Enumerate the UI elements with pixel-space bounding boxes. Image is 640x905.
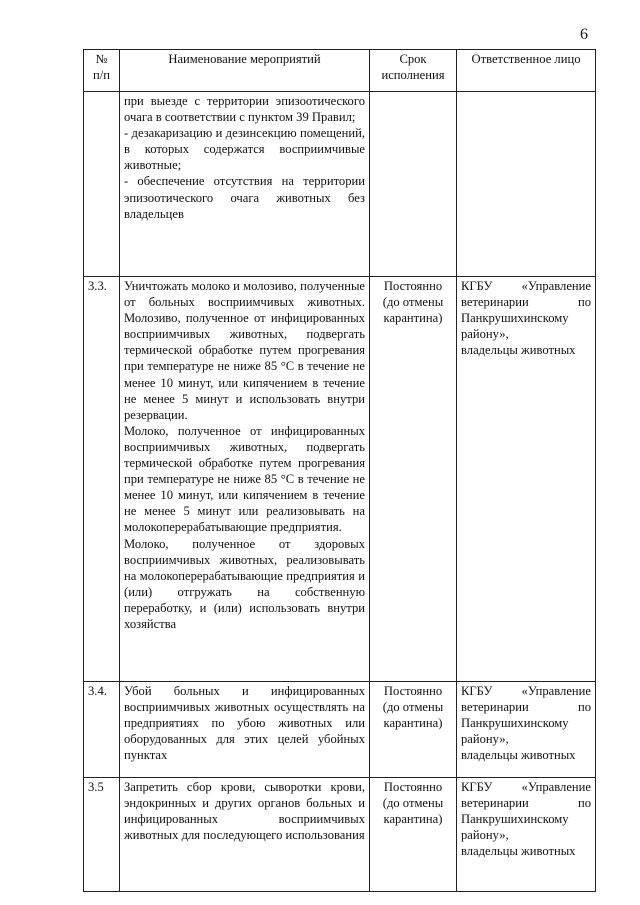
execution-term [370,92,457,277]
page-number: 6 [580,26,588,43]
table-header-row [84,50,596,92]
responsible-person [457,778,596,892]
responsible-line: владельцы животных [461,748,576,763]
measure-paragraph: Убой больных и инфицированных восприимчивых животных осуществлять на предприятиях по убою животных или оборудованных для этих целей убойных пунктах [124,684,365,763]
row-number: 3.4. [84,682,120,778]
responsible-line: КГБУ «Управление ветеринарии по Панкрушихинскому району», [461,684,591,747]
measure-description [120,277,370,682]
execution-term: Постоянно (до отмены карантина) [370,682,457,778]
header-responsible: Ответственное лицо [457,50,596,92]
measure-description [120,778,370,892]
row-number: 3.5 [84,778,120,892]
measures-table [83,49,596,892]
execution-term: Постоянно (до отмены карантина) [370,778,457,892]
responsible-line: КГБУ «Управление ветеринарии по Панкрушихинскому району», [461,780,591,843]
row-number [84,92,120,277]
table-body [84,92,596,892]
header-num: № п/п [84,50,120,92]
measure-paragraph: Уничтожать молоко и молозиво, полученные от больных восприимчивых животных. Молозиво, полученное от инфицированных восприимчивых животных, подвергать термической обработке путем прогревания при температуре не ниже 85 °С в течение не менее 10 минут, или кипячением в течение не менее 5 минут и использовать внутри резервации. [124,279,365,422]
measure-description [120,682,370,778]
measure-paragraph: Молоко, полученное от здоровых восприимчивых животных, реализовывать на молокоперерабатывающие предприятия и (или) отгружать на собственную переработку, и (или) использовать внутри хозяйства [124,536,365,631]
responsible-person [457,682,596,778]
row-number: 3.3. [84,277,120,682]
execution-term: Постоянно (до отмены карантина) [370,277,457,682]
measure-paragraph: - обеспечение отсутствия на территории эпизоотического очага животных без владельцев [124,174,365,221]
responsible-line: владельцы животных [461,844,576,859]
responsible-person [457,92,596,277]
measure-paragraph: Молоко, полученное от инфицированных восприимчивых животных, подвергать термической обработке путем прогревания при температуре не ниже 85 °С в течение не менее 10 минут, или кипячением в течение не менее 5 минут или реализовывать на молокоперерабатывающие предприятия. [124,423,365,535]
table-row [84,778,596,892]
measure-paragraph: при выезде с территории эпизоотического очага в соответствии с пунктом 39 Правил; [124,94,365,125]
responsible-person [457,277,596,682]
measure-description [120,92,370,277]
measure-paragraph: Запретить сбор крови, сыворотки крови, эндокринных и других органов больных и инфицированных восприимчивых животных для последующего использования [124,780,365,843]
responsible-line: владельцы животных [461,343,576,358]
measure-paragraph: - дезакаризацию и дезинсекцию помещений, в которых содержатся восприимчивые животные; [124,126,365,173]
responsible-line: КГБУ «Управление ветеринарии по Панкрушихинскому району», [461,279,591,342]
header-name: Наименование мероприятий [120,50,370,92]
table-row [84,277,596,682]
table-row [84,92,596,277]
header-term: Срок исполнения [370,50,457,92]
table-row [84,682,596,778]
